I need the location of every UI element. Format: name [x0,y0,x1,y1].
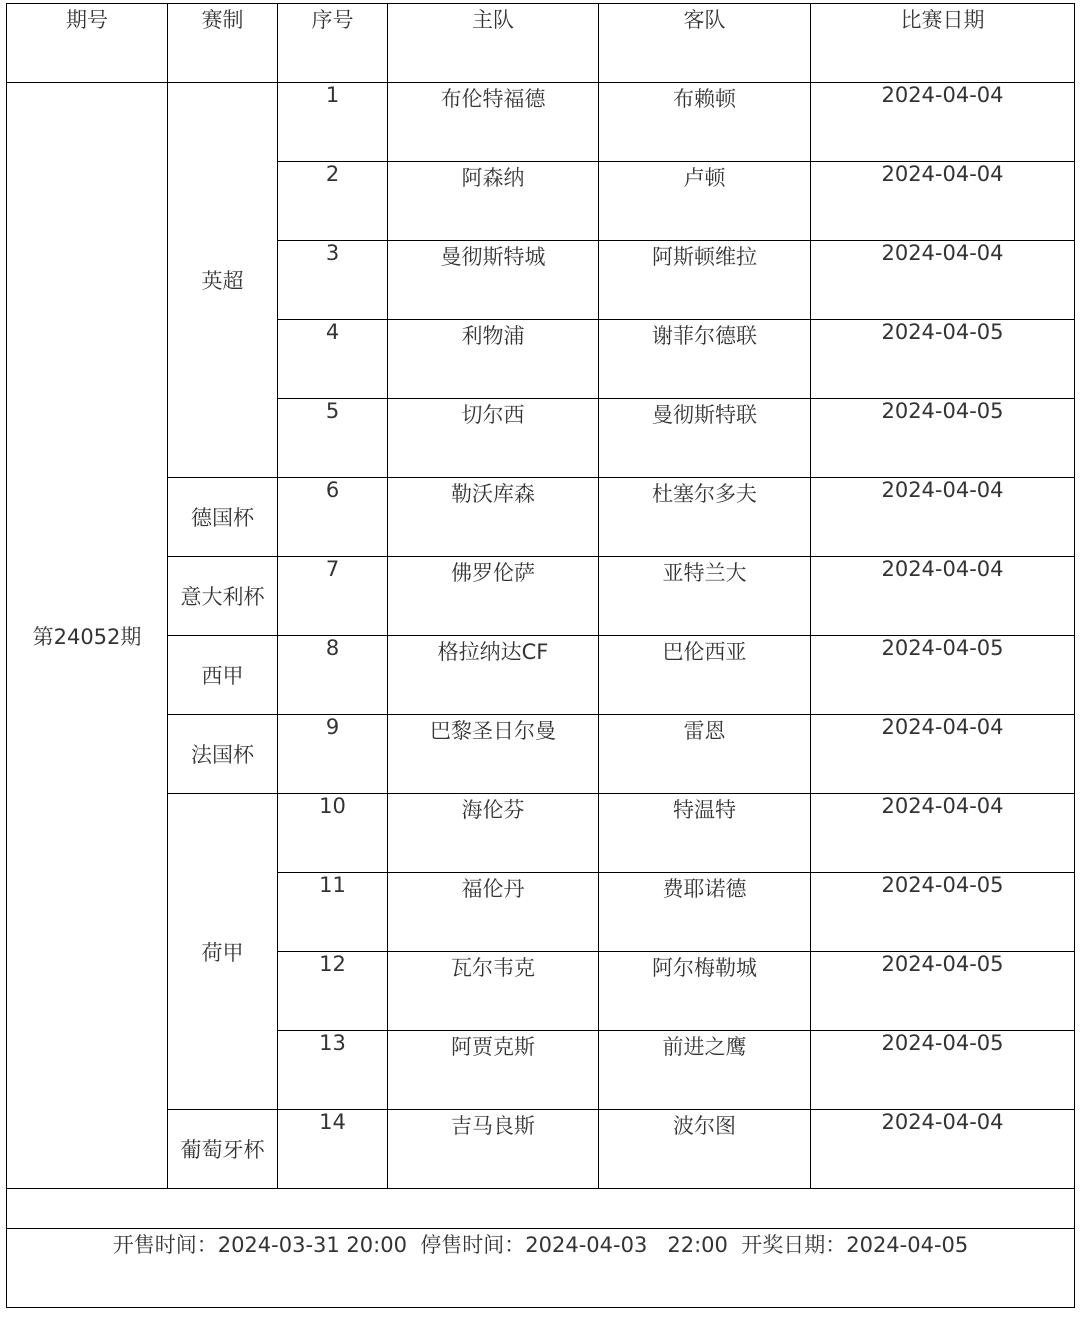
away-team-cell: 雷恩 [599,715,811,794]
match-number-cell: 6 [278,478,388,557]
match-number-cell: 4 [278,320,388,399]
header-row [7,4,1075,83]
match-row [7,715,1075,794]
home-team-cell: 布伦特福德 [388,83,599,162]
home-team-cell: 佛罗伦萨 [388,557,599,636]
header-issue: 期号 [7,4,168,83]
match-row [7,636,1075,715]
match-number-cell: 11 [278,873,388,952]
away-team-cell: 阿斯顿维拉 [599,241,811,320]
match-row [7,1110,1075,1189]
match-number-cell: 5 [278,399,388,478]
match-date-cell: 2024-04-05 [811,399,1075,478]
home-team-cell: 海伦芬 [388,794,599,873]
competition-cell: 荷甲 [168,794,278,1110]
match-number-cell: 7 [278,557,388,636]
match-date-cell: 2024-04-04 [811,162,1075,241]
away-team-cell: 布赖顿 [599,83,811,162]
match-date-cell: 2024-04-04 [811,478,1075,557]
header-competition: 赛制 [168,4,278,83]
sale-info-row [7,1229,1075,1308]
match-row [7,478,1075,557]
match-number-cell: 2 [278,162,388,241]
away-team-cell: 巴伦西亚 [599,636,811,715]
home-team-cell: 福伦丹 [388,873,599,952]
spacer-row [7,1189,1075,1229]
home-team-cell: 利物浦 [388,320,599,399]
header-away-team: 客队 [599,4,811,83]
match-date-cell: 2024-04-05 [811,320,1075,399]
match-number-cell: 8 [278,636,388,715]
issue-cell: 第24052期 [7,83,168,1189]
competition-cell: 意大利杯 [168,557,278,636]
away-team-cell: 特温特 [599,794,811,873]
match-number-cell: 10 [278,794,388,873]
away-team-cell: 杜塞尔多夫 [599,478,811,557]
match-row [7,557,1075,636]
away-team-cell: 费耶诺德 [599,873,811,952]
match-date-cell: 2024-04-05 [811,1031,1075,1110]
competition-cell: 法国杯 [168,715,278,794]
away-team-cell: 前进之鹰 [599,1031,811,1110]
match-row [7,794,1075,873]
header-home-team: 主队 [388,4,599,83]
competition-cell: 西甲 [168,636,278,715]
match-number-cell: 3 [278,241,388,320]
match-row [7,83,1075,162]
match-date-cell: 2024-04-05 [811,636,1075,715]
away-team-cell: 曼彻斯特联 [599,399,811,478]
home-team-cell: 瓦尔韦克 [388,952,599,1031]
home-team-cell: 切尔西 [388,399,599,478]
match-number-cell: 1 [278,83,388,162]
match-date-cell: 2024-04-04 [811,557,1075,636]
match-number-cell: 9 [278,715,388,794]
away-team-cell: 亚特兰大 [599,557,811,636]
home-team-cell: 阿森纳 [388,162,599,241]
match-date-cell: 2024-04-05 [811,952,1075,1031]
match-date-cell: 2024-04-04 [811,83,1075,162]
sale-info-text: 开售时间：2024-03-31 20:00 停售时间：2024-04-03 22:00 开奖日期：2024-04-05 [112,1233,969,1257]
spacer-cell [7,1189,1075,1229]
home-team-cell: 曼彻斯特城 [388,241,599,320]
header-number: 序号 [278,4,388,83]
competition-cell: 葡萄牙杯 [168,1110,278,1189]
home-team-cell: 格拉纳达CF [388,636,599,715]
away-team-cell: 谢菲尔德联 [599,320,811,399]
home-team-cell: 吉马良斯 [388,1110,599,1189]
competition-cell: 德国杯 [168,478,278,557]
away-team-cell: 卢顿 [599,162,811,241]
match-date-cell: 2024-04-04 [811,794,1075,873]
match-number-cell: 13 [278,1031,388,1110]
home-team-cell: 巴黎圣日尔曼 [388,715,599,794]
match-date-cell: 2024-04-04 [811,1110,1075,1189]
match-date-cell: 2024-04-04 [811,715,1075,794]
home-team-cell: 勒沃库森 [388,478,599,557]
match-number-cell: 14 [278,1110,388,1189]
away-team-cell: 波尔图 [599,1110,811,1189]
away-team-cell: 阿尔梅勒城 [599,952,811,1031]
match-date-cell: 2024-04-04 [811,241,1075,320]
home-team-cell: 阿贾克斯 [388,1031,599,1110]
match-date-cell: 2024-04-05 [811,873,1075,952]
competition-cell: 英超 [168,83,278,478]
match-schedule-table [6,3,1075,1308]
match-number-cell: 12 [278,952,388,1031]
header-match-date: 比赛日期 [811,4,1075,83]
sale-info-cell [7,1229,1075,1308]
